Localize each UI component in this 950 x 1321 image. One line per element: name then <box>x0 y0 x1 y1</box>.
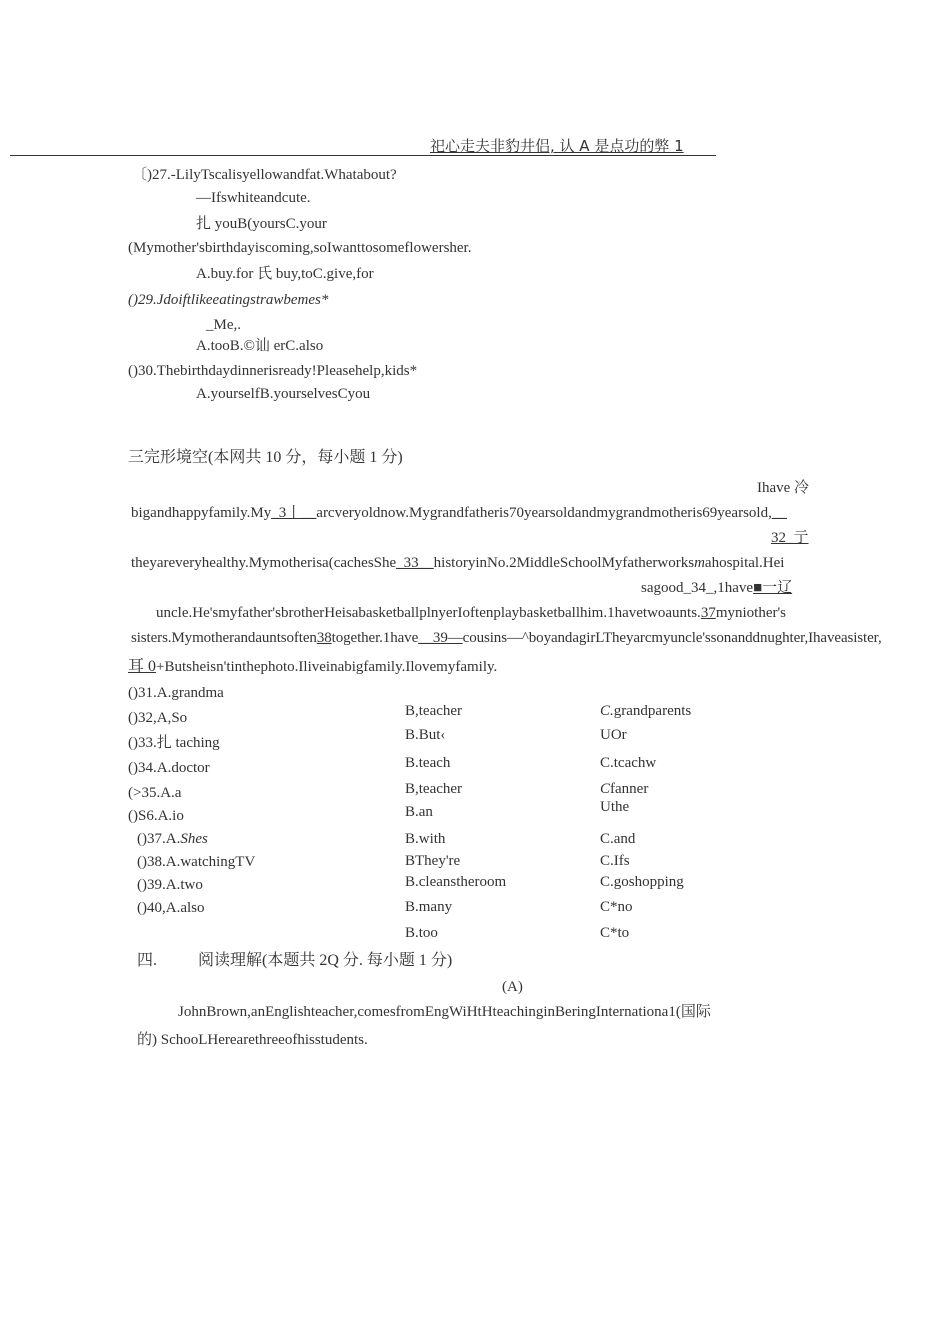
passage-text: historyinNo.2MiddleSchoolMyfatherworks <box>433 555 695 571</box>
option-b-2: B.But‹ <box>405 727 446 743</box>
option-31-a: ()31.A.grandma <box>128 685 224 701</box>
passage-text: theyareveryhealthy.Mymotherisa(cachesShe <box>131 555 397 571</box>
passage-text: myniother's <box>715 605 787 621</box>
option-c-10: C*to <box>600 925 630 941</box>
question-28: (Mymother'sbirthdayiscoming,soIwanttosomeflowersher. <box>128 240 472 256</box>
question-29-options: A.tooB.©讪 erC.also <box>196 338 324 354</box>
option-40-a: ()40,A.also <box>137 900 205 916</box>
blank-32-lead: __ <box>771 505 787 521</box>
section-4-title: 阅读理解(本题共 2Q 分. 每小题 1 分) <box>198 952 453 969</box>
option-c-4 <box>600 780 648 798</box>
option-b-4: B,teacher <box>405 781 463 797</box>
option-c-5: Uthe <box>600 799 630 815</box>
passage-text: +Butsheisn'tinthephoto.Iliveinabigfamily.Ilovemyfamily. <box>156 659 498 675</box>
question-27-options: 扎 youB(yoursC.your <box>196 216 327 232</box>
section-4-number: 四. <box>137 952 158 969</box>
question-29-answer: _Me,. <box>206 317 241 333</box>
section-3-title: 三完形境空(本网共 10 分，每小题 1 分) <box>128 449 403 466</box>
passage-line-5 <box>641 579 792 597</box>
passage-line-1: Ihave 冷 <box>757 480 810 496</box>
option-b-9: B.many <box>405 899 453 915</box>
option-37-a-label: ()37.A. <box>137 831 181 847</box>
passage-line-2 <box>131 504 787 522</box>
passage-text: m <box>694 555 705 571</box>
question-27: 〔)27.-LilyTscalisyellowandfat.Whatabout? <box>132 167 397 183</box>
option-c-2: UOr <box>600 727 627 743</box>
blank-38: 38 <box>316 630 332 646</box>
option-38-a: ()38.A.watchingTV <box>137 854 256 870</box>
header-rule <box>10 155 716 156</box>
passage-text: sisters.Mymotherandauntsoften <box>131 630 317 646</box>
option-b-3: B.teach <box>405 755 451 771</box>
reading-paragraph-2: 的) SchooLHerearethreeofhisstudents. <box>137 1032 368 1048</box>
passage-line-8 <box>128 657 497 676</box>
question-29: ()29.Jdoiftlikeeatingstrawbemes* <box>128 292 329 308</box>
passage-line-7 <box>131 629 882 647</box>
blank-39: __39— <box>418 630 463 646</box>
option-35-a: (>35.A.a <box>128 785 182 801</box>
reading-paragraph-1: JohnBrown,anEnglishteacher,comesfromEngWiHtHteachinginBeringInternationa1(国际 <box>178 1004 711 1020</box>
option-33-a: ()33.扎 taching <box>128 735 220 751</box>
option-c-9: C*no <box>600 899 633 915</box>
option-37-a <box>137 830 208 848</box>
passage-line-4 <box>131 554 784 572</box>
option-b-10: B.too <box>405 925 438 941</box>
option-c-8: C.goshopping <box>600 874 684 890</box>
passage-text: cousins—^boyandagirLTheyarcmyuncle'ssonanddnughter,Ihaveasister, <box>462 630 882 646</box>
option-36-a: ()S6.A.io <box>128 808 184 824</box>
question-30-options: A.yourselfB.yourselvesCyou <box>196 386 371 402</box>
passage-text: arcveryoldnow.Mygrandfatheris70yearsoldandmygrandmotheris69yearsold, <box>316 505 772 521</box>
option-32-a: ()32,A,So <box>128 710 188 726</box>
option-c-7: C.Ifs <box>600 853 630 869</box>
passage-text: ahospital.Hei <box>704 555 785 571</box>
option-c-4-text: fanner <box>610 781 649 797</box>
question-27-answer: —Ifswhiteandcute. <box>196 190 311 206</box>
passage-text: together.1have <box>331 630 419 646</box>
option-34-a: ()34.A.doctor <box>128 760 210 776</box>
blank-37: 37 <box>700 605 716 621</box>
question-28-options: A.buy.for 氏 buy,toC.give,for <box>196 266 374 282</box>
option-c-1-prefix: C. <box>600 703 614 719</box>
blank-40: 耳 0 <box>128 658 157 675</box>
blank-35: ■一辽 <box>753 580 793 596</box>
option-39-a: ()39.A.two <box>137 877 203 893</box>
option-b-1: B,teacher <box>405 703 463 719</box>
option-c-6: C.and <box>600 831 636 847</box>
question-30: ()30.Thebirthdaydinnerisready!Pleasehelp,kids* <box>128 363 418 379</box>
option-b-7: BThey're <box>405 853 461 869</box>
blank-31: _3丨__ <box>271 505 317 521</box>
option-b-6: B.with <box>405 831 446 847</box>
option-c-4-prefix: C <box>600 781 611 797</box>
passage-text: bigandhappyfamily.My <box>131 505 272 521</box>
option-37-a-text: Shes <box>180 831 208 847</box>
option-c-3: C.tcachw <box>600 755 657 771</box>
page-header: 祀心走夫非豹井侣, 认 A 是点功的弊 1 <box>430 137 684 155</box>
option-c-1 <box>600 702 691 720</box>
option-c-1-text: grandparents <box>613 703 692 719</box>
blank-33: _33__ <box>396 555 434 571</box>
blank-32: 32_亍 <box>771 530 809 546</box>
passage-text: sagood_34_,1have <box>641 580 754 596</box>
option-b-5: B.an <box>405 804 433 820</box>
option-b-8: B.cleanstheroom <box>405 874 507 890</box>
reading-a-label: (A) <box>502 979 523 995</box>
passage-line-6 <box>156 604 786 622</box>
passage-text: uncle.He'smyfather'sbrotherHeisabasketballplnyerIoftenplaybasketballhim.1havetwoaunts. <box>156 605 701 621</box>
